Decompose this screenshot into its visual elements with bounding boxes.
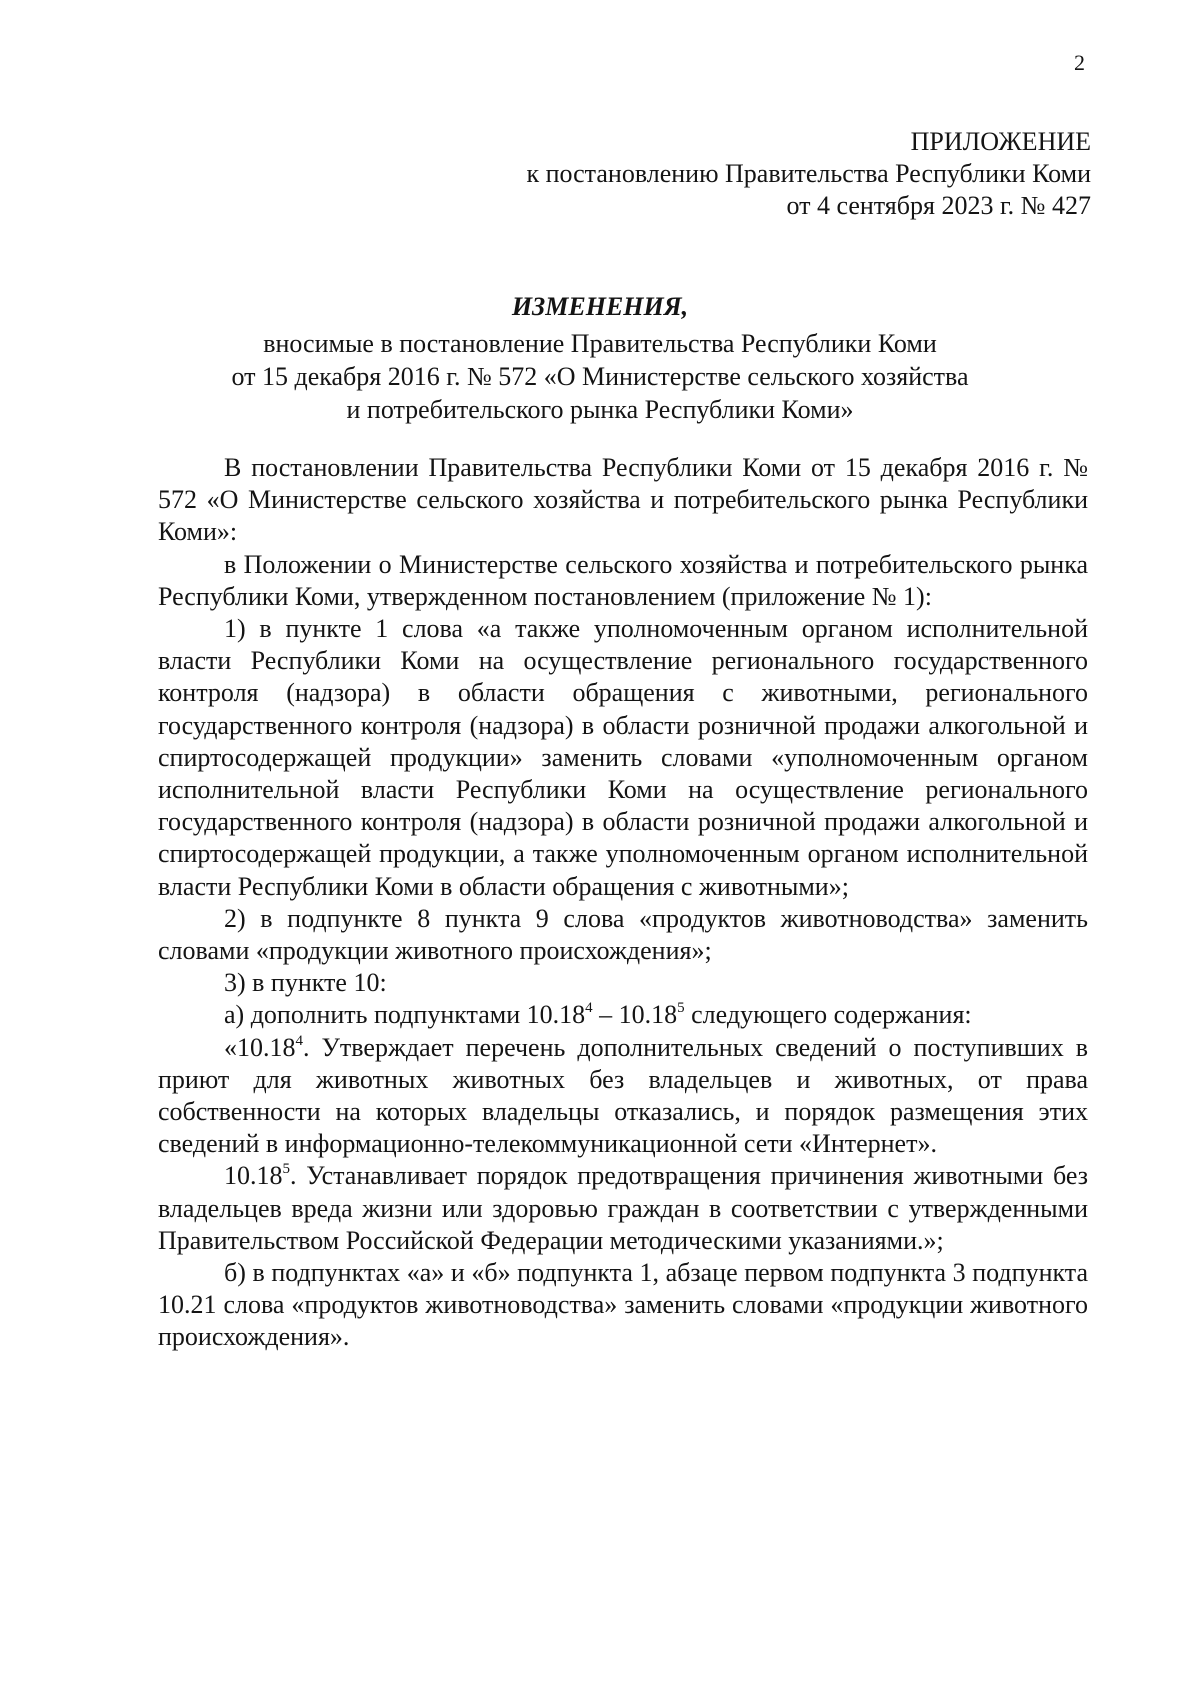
appendix-label: ПРИЛОЖЕНИЕ — [910, 127, 1091, 156]
appendix-line-2: от 4 сентября 2023 г. № 427 — [786, 191, 1091, 220]
paragraph-regulation: в Положении о Министерстве сельского хозяйства и потребительского рынка Республики Коми, утвержденном постановлением (приложение № 1): — [158, 549, 1088, 611]
appendix-block — [526, 126, 1091, 222]
page-number: 2 — [1074, 50, 1085, 75]
document-title — [0, 290, 1200, 426]
paragraph-item-3: 3) в пункте 10: — [224, 968, 387, 998]
paragraph-intro: В постановлении Правительства Республики Коми от 15 декабря 2016 г. № 572 «О Министерстве сельского хозяйства и потребительского рынка Республики Коми»: — [158, 453, 1088, 547]
paragraph-item-3b: б) в подпунктах «а» и «б» подпункта 1, абзаце первом подпункта 3 подпункта 10.21 слова «продуктов животноводства» заменить словами «продукции животного происхождения». — [158, 1258, 1088, 1352]
text-fragment: 10.18 — [224, 1161, 283, 1191]
text-fragment: а) дополнить подпунктами 10.18 — [224, 1000, 586, 1030]
title-line-1: вносимые в постановление Правительства Республики Коми — [263, 329, 937, 358]
text-fragment: . Утверждает перечень дополнительных сведений о поступивших в приют для животных животных без владельцев и животных, от права собственности на которых владельцы отказались, и порядок размещения этих сведений в информационно-телекоммуникационной сети «Интернет». — [158, 1032, 1088, 1159]
paragraph-clause-10-18-4 — [158, 1032, 1088, 1161]
paragraph-item-2: 2) в подпункте 8 пункта 9 слова «продуктов животноводства» заменить словами «продукции животного происхождения»; — [158, 903, 1088, 966]
text-fragment: – 10.18 — [592, 1000, 678, 1030]
title-line-3: и потребительского рынка Республики Коми» — [346, 395, 854, 424]
title-line-2: от 15 декабря 2016 г. № 572 «О Министерстве сельского хозяйства — [231, 362, 969, 391]
superscript: 4 — [295, 1032, 303, 1049]
title-heading: ИЗМЕНЕНИЯ, — [511, 292, 689, 321]
superscript: 4 — [585, 1000, 593, 1017]
superscript: 5 — [282, 1161, 290, 1178]
text-fragment: «10.18 — [224, 1032, 296, 1062]
document-body — [158, 452, 1088, 1354]
paragraph-item-1: 1) в пункте 1 слова «а также уполномоченным органом исполнительной власти Республики Коми на осуществление регионального государственного контроля (надзора) в области обращения с животными, регионального государственного контроля (надзора) в области розничной продажи алкогольной и спиртосодержащей продукции» заменить словами «уполномоченным органом исполнительной власти Республики Коми на осуществление регионального государственного контроля (надзора) в области розничной продажи алкогольной и спиртосодержащей продукции, а также уполномоченным органом исполнительной власти Республики Коми в области обращения с животными»; — [158, 614, 1088, 901]
text-fragment: следующего содержания: — [684, 1000, 972, 1030]
text-fragment: . Устанавливает порядок предотвращения причинения животными без владельцев вреда жизни или здоровью граждан в соответствии с утвержденными Правительством Российской Федерации методическими указаниями.»; — [158, 1161, 1088, 1255]
appendix-line-1: к постановлению Правительства Республики Коми — [526, 159, 1091, 188]
paragraph-clause-10-18-5 — [158, 1160, 1088, 1257]
paragraph-item-3a — [158, 999, 1088, 1031]
superscript: 5 — [677, 1000, 685, 1017]
